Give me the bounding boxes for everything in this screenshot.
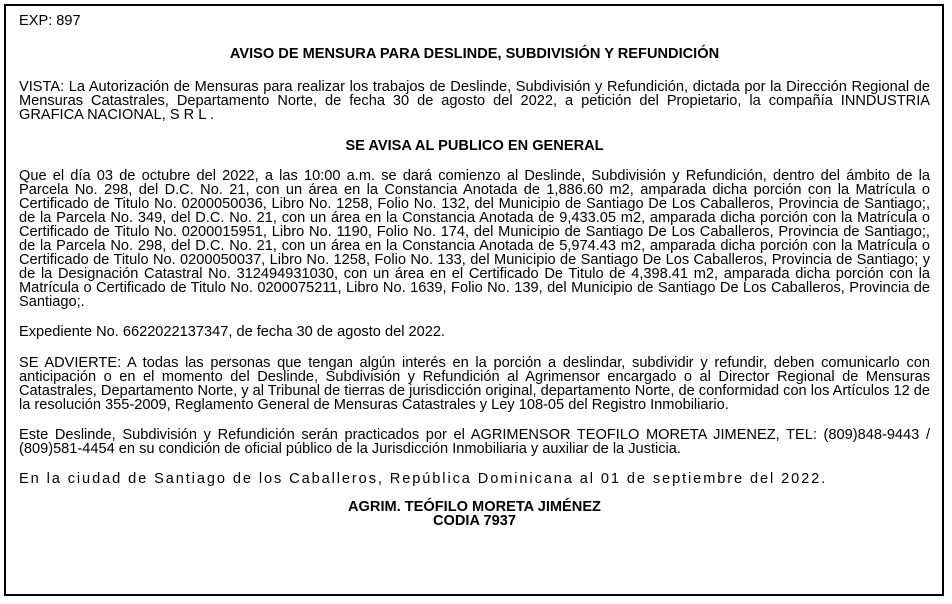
vista-paragraph: VISTA: La Autorización de Mensuras para realizar los trabajos de Deslinde, Subdivisión y Refundición, dictada por la Dirección Regional de Mensuras Catastrales, Departamento Norte, de fecha 30 de agosto del 2022, a petición del Propietario, la compañía INNDUSTRIA GRAFICA NACIONAL, S R L . xyxy=(19,79,930,123)
notice-title: AVISO DE MENSURA PARA DESLINDE, SUBDIVISIÓN Y REFUNDICIÓN xyxy=(229,46,720,62)
practicado-paragraph: Este Deslinde, Subdivisión y Refundición serán practicados por el AGRIMENSOR TEOFILO MORETA JIMENEZ, TEL: (809)848-9443 / (809)581-4454 en su condición de oficial público de la Jurisdicción Inmobiliaria y auxiliar de la Justicia. xyxy=(19,427,930,457)
expediente-number: EXP: 897 xyxy=(19,13,81,29)
signer-name: AGRIM. TEÓFILO MORETA JIMÉNEZ xyxy=(348,499,601,515)
expediente-paragraph: Expediente No. 6622022137347, de fecha 30 de agosto del 2022. xyxy=(19,324,446,340)
legal-notice xyxy=(4,4,944,596)
advierte-paragraph: SE ADVIERTE: A todas las personas que tengan algún interés en la porción a deslindar, subdividir y refundir, deben comunicarlo con anticipación o en el momento del Deslinde, Subdivisión y Refundición al Agrimensor encargado o al Director Regional de Mensuras Catastrales, Departamento Norte, y al Tribunal de tierras de jurisdicción original, departamento Norte, de conformidad con los Artículos 12 de la resolución 355-2009, Reglamento General de Mensuras Catastrales y Ley 108-05 del Registro Inmobiliario. xyxy=(19,355,930,413)
notice-subtitle: SE AVISA AL PUBLICO EN GENERAL xyxy=(345,138,604,154)
body-paragraph: Que el día 03 de octubre del 2022, a las 10:00 a.m. se dará comienzo al Deslinde, Subdivisión y Refundición, dentro del ámbito de la Parcela No. 298, del D.C. No. 21, con un área en la Constancia Anotada de 1,886.60 m2, amparada dicha porción con la Matrícula o Certificado de Titulo No. 0200050036, Libro No. 1258, Folio No. 132, del Municipio de Santiago De Los Caballeros, Provincia de Santiago;, de la Parcela No. 349, del D.C. No. 21, con un área en la Constancia Anotada de 9,433.05 m2, amparada dicha porción con la Matrícula o Certificado de Titulo No. 0200015951, Libro No. 1190, Folio No. 174, del Municipio de Santiago De Los Caballeros, Provincia de Santiago;, de la Parcela No. 298, del D.C. No. 21, con un área en la Constancia Anotada de 5,974.43 m2, amparada dicha porción con la Matrícula o Certificado de Titulo No. 0200050037, Libro No. 1258, Folio No. 133, del Municipio de Santiago De Los Caballeros, Provincia de Santiago; y de la Designación Catastral No. 312494931030, con un área en el Certificado De Titulo de 4,398.41 m2, amparada dicha porción con la Matrícula o Certificado de Titulo No. 0200075211, Libro No. 1639, Folio No. 139, del Municipio de Santiago De Los Caballeros, Provincia de Santiago;. xyxy=(19,168,930,310)
codia-number: CODIA 7937 xyxy=(432,513,516,529)
ciudad-paragraph: En la ciudad de Santiago de los Caballeros, República Dominicana al 01 de septiembre del 2022. xyxy=(19,471,828,487)
